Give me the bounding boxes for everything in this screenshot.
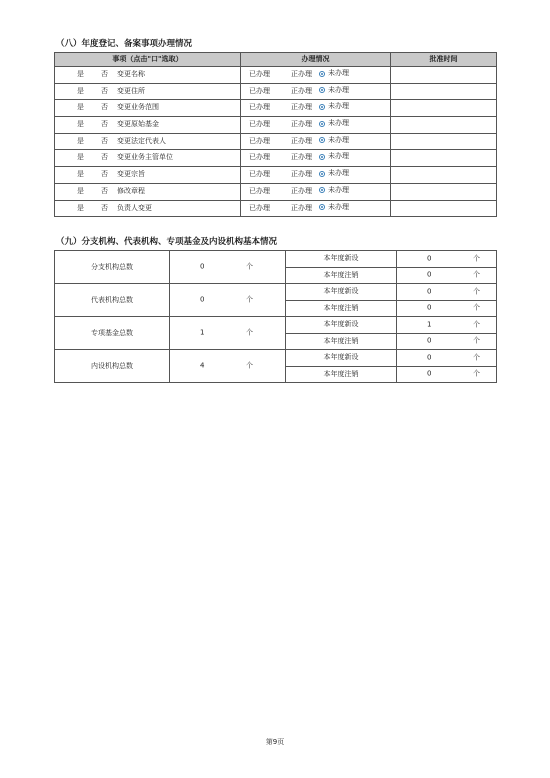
status-doing-option[interactable]: 正办理 [291,86,312,95]
approval-date-cell[interactable] [391,200,497,217]
item-cell [55,117,241,134]
no-option[interactable]: 否 [101,170,108,179]
table-row [55,350,497,367]
approval-date-cell[interactable] [391,117,497,134]
registration-table [54,52,497,217]
status-notdone-label: 未办理 [328,185,349,194]
table-row [55,100,497,117]
sub-unit: 个 [473,287,480,296]
group-total-value[interactable]: 0 [200,295,205,304]
yes-option[interactable]: 是 [77,203,84,212]
status-done-option[interactable]: 已办理 [249,136,270,145]
status-doing-option[interactable]: 正办理 [291,120,312,129]
table-header-row [55,53,497,67]
approval-date-cell[interactable] [391,150,497,167]
page-number: 第9页 [265,738,285,746]
status-doing-option[interactable]: 正办理 [291,186,312,195]
sub-label: 本年度注销 [286,300,397,317]
status-cell [241,150,391,167]
table-row [55,251,497,268]
radio-selected-icon[interactable] [319,187,325,193]
status-notdone-option[interactable] [319,70,349,77]
sub-value[interactable]: 0 [427,303,432,312]
radio-selected-icon[interactable] [319,121,325,127]
item-cell [55,100,241,117]
sub-label: 本年度注销 [286,333,397,350]
group-label: 专项基金总数 [55,317,170,350]
status-notdone-label: 未办理 [328,135,349,144]
section-9-title: （九）分支机构、代表机构、专项基金及内设机构基本情况 [56,237,278,247]
status-notdone-label: 未办理 [328,152,349,161]
radio-selected-icon[interactable] [319,137,325,143]
sub-value-cell [397,366,497,383]
approval-date-cell[interactable] [391,133,497,150]
radio-selected-icon[interactable] [319,104,325,110]
status-notdone-label: 未办理 [328,202,349,211]
no-option[interactable]: 否 [101,153,108,162]
yes-option[interactable]: 是 [77,103,84,112]
status-done-option[interactable]: 已办理 [249,186,270,195]
sub-label: 本年度新设 [286,350,397,367]
table-row [55,117,497,134]
radio-selected-icon[interactable] [319,71,325,77]
header-approval-date: 批准时间 [391,53,497,67]
approval-date-cell[interactable] [391,167,497,184]
yes-option[interactable]: 是 [77,120,84,129]
status-cell [241,83,391,100]
status-done-option[interactable]: 已办理 [249,153,270,162]
sub-value[interactable]: 0 [427,287,432,296]
status-doing-option[interactable]: 正办理 [291,203,312,212]
status-notdone-label: 未办理 [328,119,349,128]
sub-value[interactable]: 0 [427,336,432,345]
group-total-unit: 个 [246,328,253,337]
sub-value[interactable]: 0 [427,254,432,263]
status-notdone-option[interactable] [319,137,349,144]
yes-option[interactable]: 是 [77,153,84,162]
group-total-cell [170,317,286,350]
item-label: 变更原始基金 [117,120,159,129]
sub-value-cell [397,300,497,317]
status-notdone-option[interactable] [319,170,349,177]
group-total-value[interactable]: 4 [200,361,205,370]
status-doing-option[interactable]: 正办理 [291,153,312,162]
table-row [55,133,497,150]
item-label: 变更业务范围 [117,103,159,112]
status-done-option[interactable]: 已办理 [249,70,270,78]
sub-unit: 个 [473,320,480,329]
yes-option[interactable]: 是 [77,86,84,95]
radio-selected-icon[interactable] [319,171,325,177]
no-option[interactable]: 否 [101,86,108,95]
item-cell [55,83,241,100]
item-cell [55,67,241,84]
item-label: 变更名称 [117,70,145,78]
approval-date-cell[interactable] [391,183,497,200]
item-label: 变更业务主管单位 [117,153,173,162]
group-total-unit: 个 [246,262,253,271]
sub-unit: 个 [473,336,480,345]
sub-value-cell [397,251,497,268]
status-notdone-option[interactable] [319,103,349,110]
status-cell [241,67,391,84]
sub-value[interactable]: 0 [427,353,432,362]
table-row [55,284,497,301]
sub-unit: 个 [473,270,480,279]
status-cell [241,167,391,184]
item-label: 变更宗旨 [117,170,145,179]
status-done-option[interactable]: 已办理 [249,120,270,129]
radio-selected-icon[interactable] [319,154,325,160]
approval-date-cell[interactable] [391,67,497,84]
status-notdone-label: 未办理 [328,169,349,178]
section-8-title: （八）年度登记、备案事项办理情况 [56,39,193,49]
branches-table [54,250,497,383]
status-done-option[interactable]: 已办理 [249,103,270,112]
item-cell [55,150,241,167]
status-notdone-label: 未办理 [328,85,349,94]
sub-value[interactable]: 0 [427,270,432,279]
sub-value-cell [397,267,497,284]
sub-unit: 个 [473,353,480,362]
sub-value-cell [397,284,497,301]
approval-date-cell[interactable] [391,83,497,100]
item-label: 修改章程 [117,186,145,195]
item-cell [55,167,241,184]
status-done-option[interactable]: 已办理 [249,203,270,212]
no-option[interactable]: 否 [101,70,108,78]
sub-value[interactable]: 0 [427,369,432,378]
yes-option[interactable]: 是 [77,170,84,179]
group-label: 代表机构总数 [55,284,170,317]
sub-label: 本年度新设 [286,317,397,334]
radio-selected-icon[interactable] [319,204,325,210]
item-cell [55,200,241,217]
sub-label: 本年度新设 [286,284,397,301]
group-total-value[interactable]: 1 [200,328,205,337]
group-total-cell [170,284,286,317]
status-doing-option[interactable]: 正办理 [291,136,312,145]
sub-value-cell [397,350,497,367]
status-cell [241,200,391,217]
header-status: 办理情况 [241,53,391,67]
status-cell [241,183,391,200]
status-notdone-label: 未办理 [328,69,349,77]
header-item: 事项（点击"口"选取） [55,53,241,67]
group-total-cell [170,251,286,284]
radio-selected-icon[interactable] [319,87,325,93]
sub-unit: 个 [473,369,480,378]
no-option[interactable]: 否 [101,203,108,212]
status-notdone-label: 未办理 [328,102,349,111]
sub-value-cell [397,317,497,334]
table-row [55,150,497,167]
yes-option[interactable]: 是 [77,186,84,195]
group-total-unit: 个 [246,295,253,304]
sub-label: 本年度新设 [286,251,397,268]
status-notdone-option[interactable] [319,187,349,194]
group-total-unit: 个 [246,361,253,370]
status-doing-option[interactable]: 正办理 [291,170,312,179]
item-label: 变更法定代表人 [117,136,166,145]
status-done-option[interactable]: 已办理 [249,86,270,95]
sub-unit: 个 [473,303,480,312]
yes-option[interactable]: 是 [77,136,84,145]
no-option[interactable]: 否 [101,136,108,145]
sub-label: 本年度注销 [286,267,397,284]
sub-label: 本年度注销 [286,366,397,383]
status-notdone-option[interactable] [319,120,349,127]
no-option[interactable]: 否 [101,186,108,195]
status-notdone-option[interactable] [319,204,349,211]
yes-option[interactable]: 是 [77,70,84,78]
table-row [55,317,497,334]
sub-unit: 个 [473,254,480,263]
group-label: 内设机构总数 [55,350,170,383]
table-row [55,167,497,184]
status-doing-option[interactable]: 正办理 [291,70,312,78]
no-option[interactable]: 否 [101,103,108,112]
status-cell [241,133,391,150]
status-notdone-option[interactable] [319,153,349,160]
sub-value[interactable]: 1 [427,320,432,329]
table-row [55,183,497,200]
item-cell [55,183,241,200]
group-total-cell [170,350,286,383]
group-label: 分支机构总数 [55,251,170,284]
item-label: 变更住所 [117,86,145,95]
table-row [55,67,497,84]
table-row [55,200,497,217]
item-cell [55,133,241,150]
group-total-value[interactable]: 0 [200,262,205,271]
status-notdone-option[interactable] [319,87,349,94]
no-option[interactable]: 否 [101,120,108,129]
item-label: 负责人变更 [117,203,152,212]
sub-value-cell [397,333,497,350]
table-row [55,83,497,100]
status-cell [241,100,391,117]
status-cell [241,117,391,134]
status-doing-option[interactable]: 正办理 [291,103,312,112]
status-done-option[interactable]: 已办理 [249,170,270,179]
approval-date-cell[interactable] [391,100,497,117]
